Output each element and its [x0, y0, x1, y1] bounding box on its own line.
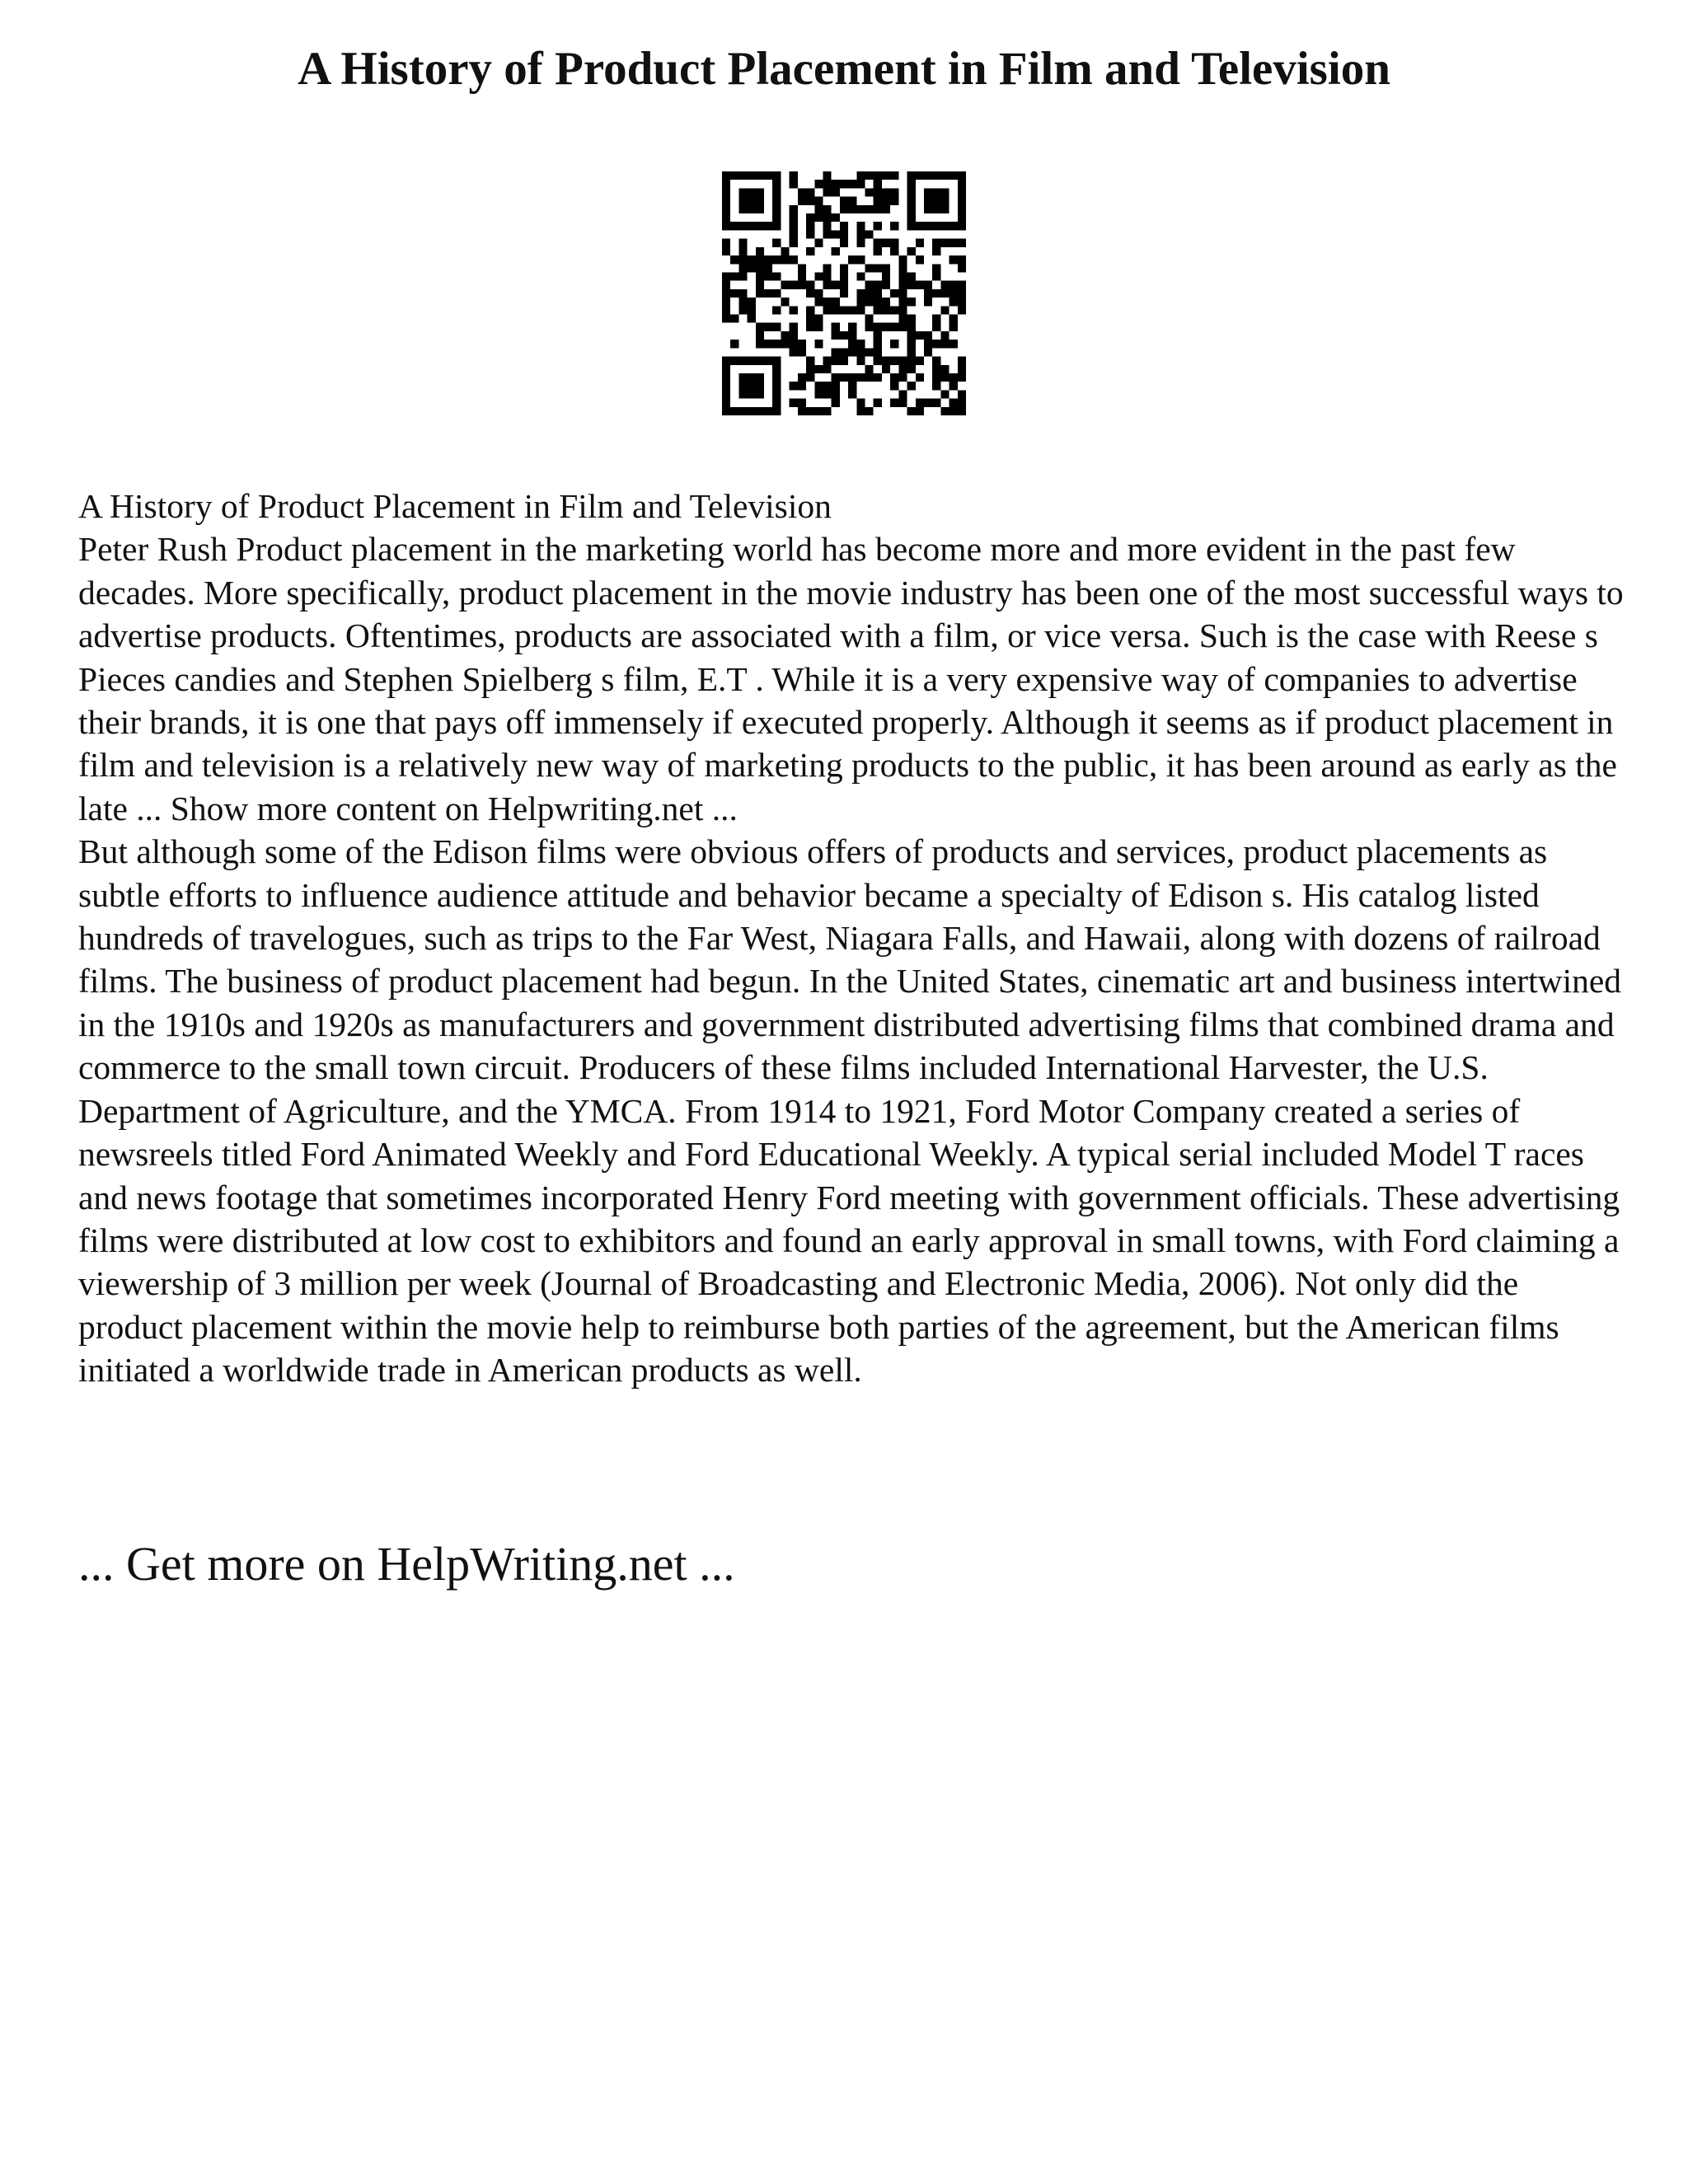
article-heading: A History of Product Placement in Film and Television [78, 487, 832, 525]
article-paragraph-2: But although some of the Edison films were obvious offers of products and services, product placements as subtle efforts to influence audience attitude and behavior became a specialty of Edison s. His catalog listed hundreds of travelogues, such as trips to the Far West, Niagara Falls, and Hawaii, along with dozens of railroad films. The business of product placement had begun. In the United States, cinematic art and business intertwined in the 1910s and 1920s as manufacturers and government distributed advertising films that combined drama and commerce to the small town circuit. Producers of these films included International Harvester, the U.S. Department of Agriculture, and the YMCA. From 1914 to 1921, Ford Motor Company created a series of newsreels titled Ford Animated Weekly and Ford Educational Weekly. A typical serial included Model T races and news footage that sometimes incorporated Henry Ford meeting with government officials. These advertising films were distributed at low cost to exhibitors and found an early approval in small towns, with Ford claiming a viewership of 3 million per week (Journal of Broadcasting and Electronic Media, 2006). Not only did the product placement within the movie help to reimburse both parties of the agreement, but the American films initiated a worldwide trade in American products as well. [78, 832, 1622, 1390]
qr-code-icon[interactable] [722, 171, 966, 415]
get-more-link[interactable]: ... Get more on HelpWriting.net ... [78, 1537, 735, 1591]
article-paragraph-1: Peter Rush Product placement in the marketing world has become more and more evident in the past few decades. More specifically, product placement in the movie industry has been one of the most successful ways to advertise products. Oftentimes, products are associated with a film, or vice versa. Such is the case with Reese s Pieces candies and Stephen Spielberg s film, E.T . While it is a very expensive way of companies to advertise their brands, it is one that pays off immensely if executed properly. Although it seems as if product placement in film and television is a relatively new way of marketing products to the public, it has been around as early as the late ... Show more content on Helpwriting.net ... [78, 530, 1624, 827]
article-body [78, 485, 1628, 1392]
page-title: A History of Product Placement in Film and Television [298, 43, 1390, 95]
